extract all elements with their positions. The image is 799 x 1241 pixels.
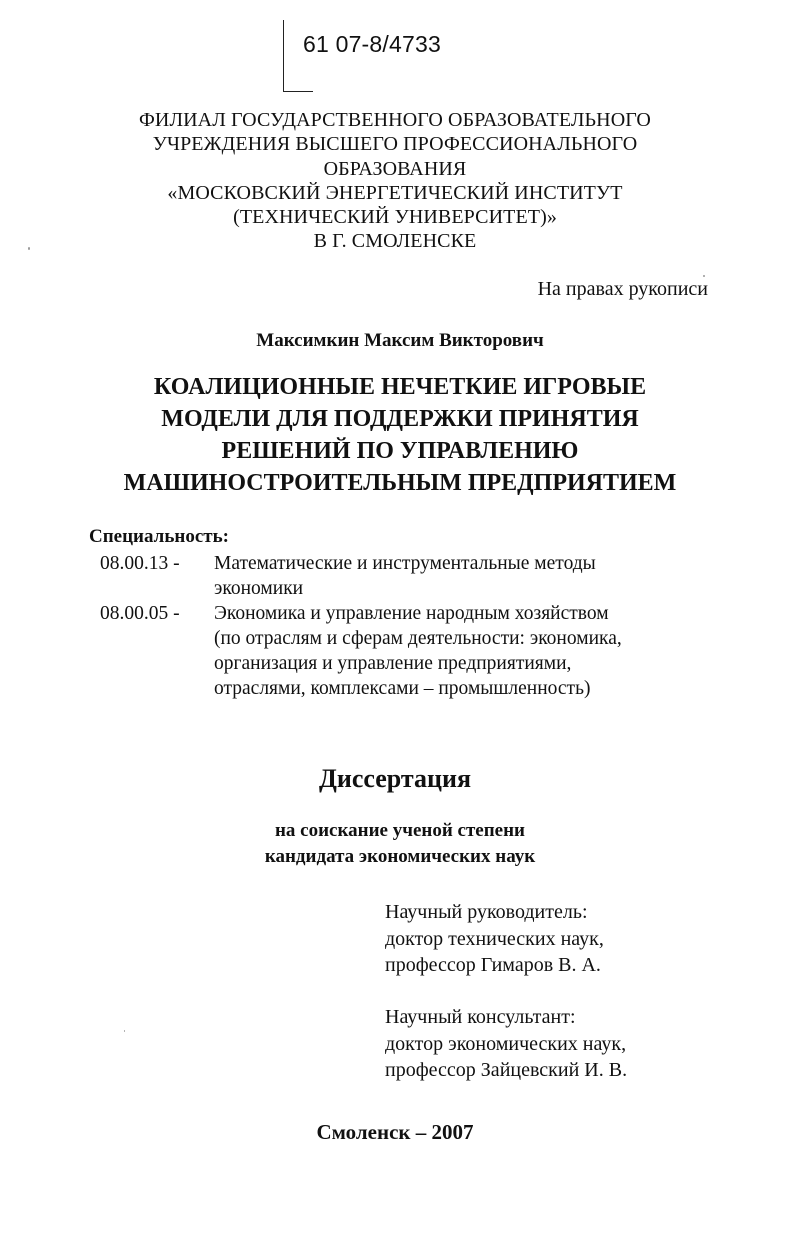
institution-line: ОБРАЗОВАНИЯ bbox=[323, 157, 467, 180]
document-type: Диссертация bbox=[318, 764, 472, 793]
specialty-line: организация и управление предприятиями, bbox=[214, 653, 572, 674]
consultant-line: профессор Зайцевский И. В. bbox=[385, 1059, 628, 1081]
specialty-line: (по отраслям и сферам деятельности: экономика, bbox=[214, 628, 622, 649]
specialty-line: Математические и инструментальные методы bbox=[214, 553, 596, 574]
stamp-vertical-line bbox=[283, 20, 284, 92]
institution-line: ФИЛИАЛ ГОСУДАРСТВЕННОГО ОБРАЗОВАТЕЛЬНОГО bbox=[139, 109, 651, 131]
rights-note: На правах рукописи bbox=[537, 278, 708, 300]
title-line: КОАЛИЦИОННЫЕ НЕЧЕТКИЕ ИГРОВЫЕ bbox=[153, 374, 647, 400]
specialty-line: Экономика и управление народным хозяйством bbox=[214, 603, 609, 624]
supervisor-line: Научный руководитель: bbox=[385, 901, 588, 923]
degree-block bbox=[150, 818, 650, 870]
catalog-number: 61 07-8/4733 bbox=[303, 31, 441, 57]
consultant-line: Научный консультант: bbox=[385, 1006, 576, 1028]
supervisor-block bbox=[385, 899, 715, 979]
title-line: МОДЕЛИ ДЛЯ ПОДДЕРЖКИ ПРИНЯТИЯ bbox=[161, 406, 639, 432]
supervisor-line: доктор технических наук, bbox=[385, 927, 604, 950]
specialty-code: 08.00.05 - bbox=[100, 603, 180, 624]
degree-line: на соискание ученой степени bbox=[274, 820, 525, 841]
supervisor-line: профессор Гимаров В. А. bbox=[385, 954, 601, 976]
specialty-heading: Специальность: bbox=[89, 526, 229, 547]
institution-line: (ТЕХНИЧЕСКИЙ УНИВЕРСИТЕТ)» bbox=[233, 206, 557, 229]
institution-line: УЧРЕЖДЕНИЯ ВЫСШЕГО ПРОФЕССИОНАЛЬНОГО bbox=[152, 133, 638, 156]
specialty-item bbox=[100, 551, 720, 601]
institution-line: «МОСКОВСКИЙ ЭНЕРГЕТИЧЕСКИЙ ИНСТИТУТ bbox=[167, 181, 623, 204]
degree-line: кандидата экономических наук bbox=[264, 846, 536, 867]
title-line: МАШИНОСТРОИТЕЛЬНЫМ ПРЕДПРИЯТИЕМ bbox=[123, 470, 677, 496]
consultant-line: доктор экономических наук, bbox=[385, 1032, 627, 1055]
consultant-block bbox=[385, 1004, 715, 1084]
specialty-item bbox=[100, 601, 720, 701]
scan-speck bbox=[28, 247, 30, 250]
specialty-line: экономики bbox=[214, 578, 304, 599]
institution-line: В Г. СМОЛЕНСКЕ bbox=[313, 230, 477, 253]
title-line: РЕШЕНИЙ ПО УПРАВЛЕНИЮ bbox=[221, 438, 579, 464]
specialty-description bbox=[214, 551, 720, 601]
institution-block bbox=[60, 108, 730, 254]
scan-speck bbox=[703, 275, 705, 277]
scan-speck bbox=[124, 1030, 125, 1032]
stamp-horizontal-line bbox=[283, 91, 313, 92]
specialty-code: 08.00.13 - bbox=[100, 553, 180, 574]
author-name: Максимкин Максим Викторович bbox=[256, 330, 544, 351]
specialty-description bbox=[214, 601, 720, 701]
specialty-list bbox=[100, 551, 720, 701]
specialty-line: отраслями, комплексами – промышленность) bbox=[214, 678, 591, 699]
thesis-title bbox=[60, 371, 740, 499]
place-year: Смоленск – 2007 bbox=[316, 1120, 474, 1144]
